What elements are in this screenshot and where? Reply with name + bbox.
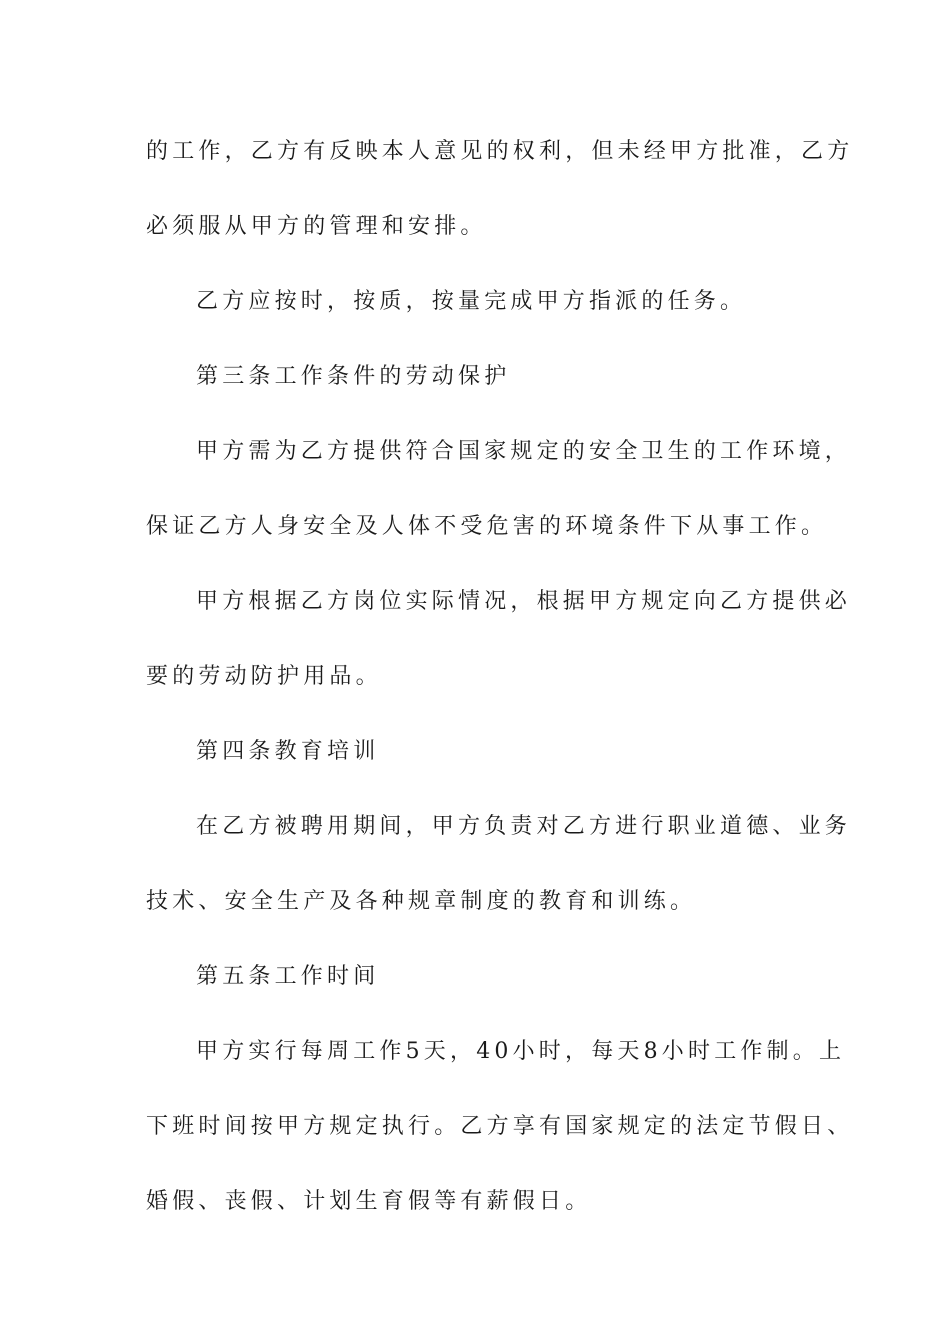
paragraph-line: 要的劳动防护用品。 [146,664,382,689]
paragraph-line: 保证乙方人身安全及人体不受危害的环境条件下从事工作。 [146,514,828,539]
paragraph-line: 在乙方被聘用期间，甲方负责对乙方进行职业道德、业务 [196,814,852,839]
section-heading: 第三条工作条件的劳动保护 [196,364,511,389]
paragraph-line: 技术、安全生产及各种规章制度的教育和训练。 [146,889,697,914]
section-heading: 第四条教育培训 [196,739,380,764]
paragraph-line: 甲方根据乙方岗位实际情况，根据甲方规定向乙方提供必 [196,589,852,614]
paragraph-line: 乙方应按时，按质，按量完成甲方指派的任务。 [196,289,747,314]
paragraph-line: 甲方实行每周工作5天，40小时，每天8小时工作制。上 [196,1039,846,1064]
paragraph-line: 下班时间按甲方规定执行。乙方享有国家规定的法定节假日、 [146,1114,854,1139]
paragraph-line: 必须服从甲方的管理和安排。 [146,214,487,239]
section-heading: 第五条工作时间 [196,964,380,989]
paragraph-line: 的工作，乙方有反映本人意见的权利，但未经甲方批准，乙方 [146,139,854,164]
paragraph-line: 婚假、丧假、计划生育假等有薪假日。 [146,1189,592,1214]
paragraph-line: 甲方需为乙方提供符合国家规定的安全卫生的工作环境， [196,439,852,464]
